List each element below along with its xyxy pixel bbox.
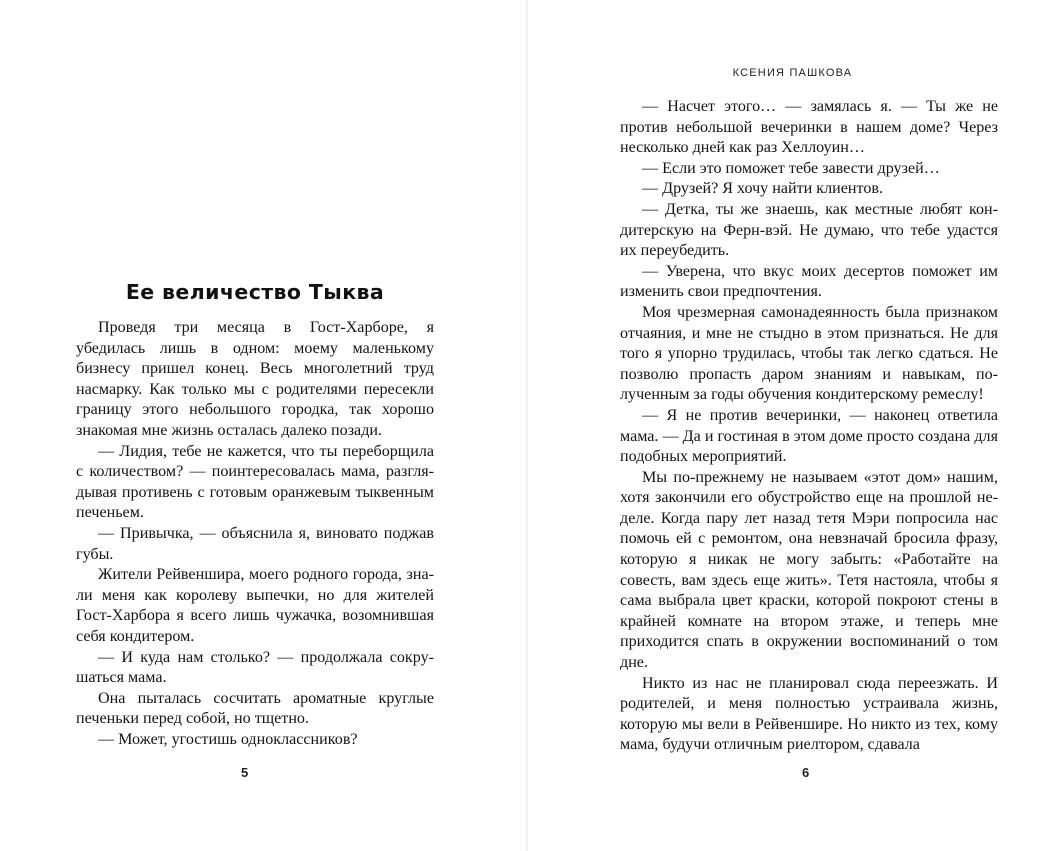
paragraph: — Детка, ты же знаешь, как местные любят кондитерскую на Ферн-вэй. Не думаю, что тебе удастся их переубедить. xyxy=(620,200,998,260)
paragraph: Она пыталась сосчитать ароматные круглые печеньки перед собой, но тщетно. xyxy=(76,689,434,728)
left-page xyxy=(0,0,526,851)
paragraph: Никто из нас не планировал сюда переезжать. И родителей, и меня полностью устраивала жизнь, которую мы вели в Рейвеншире. Но никто из тех, кому мама, будучи отличным риелтором, сдавала xyxy=(620,674,998,754)
paragraph: — Насчет этого… — замялась я. — Ты же не против небольшой вечеринки в нашем доме? Через несколько дней как раз Хеллоуин… xyxy=(620,98,998,157)
paragraph: — Уверена, что вкус моих десертов поможет им изменить свои предпочтения. xyxy=(620,262,998,301)
paragraph: Моя чрезмерная самонадеянность была признаком отчаяния, и мне не стыдно в этом признаться. Не для того я упорно трудилась, чтобы так легко сдаться. Не позволю пропасть даром знаниям и навыкам, полученным за годы обучения кондитерскому ремеслу! xyxy=(620,303,998,404)
right-page-body xyxy=(620,97,998,756)
paragraph: — Лидия, тебе не кажется, что ты переборщила с количеством? — поинтересовалась мама, разглядывая противень с готовым оранжевым тыквенным печеньем. xyxy=(76,442,434,522)
running-head: КСЕНИЯ ПАШКОВА xyxy=(732,67,853,79)
paragraph: — Друзей? Я хочу найти клиентов. xyxy=(642,180,883,198)
paragraph: Жители Рейвеншира, моего родного города, знали меня как королеву выпечки, но для жителей Гост-Харбора я всего лишь чужачка, возомнившая себя кондитером. xyxy=(76,566,434,645)
paragraph: — Я не против вечеринки, — наконец ответила мама. — Да и гостиная в этом доме просто создана для подобных мероприятий. xyxy=(620,406,998,466)
paragraph: — Может, угостишь одноклассников? xyxy=(98,730,358,748)
page-number-left: 5 xyxy=(241,765,249,780)
left-page-body xyxy=(76,318,434,750)
paragraph: — Привычка, — объяснила я, виновато поджав губы. xyxy=(76,524,434,563)
right-page xyxy=(528,0,1057,851)
chapter-title: Ее величество Тыква xyxy=(125,280,385,304)
paragraph: — И куда нам столько? — продолжала сокрушаться мама. xyxy=(76,648,434,687)
paragraph: — Если это поможет тебе завести друзей… xyxy=(642,159,940,177)
paragraph: Мы по-прежнему не называем «этот дом» нашим, хотя закончили его обустройство еще на прошлой неделе. Когда пару лет назад тетя Мэри попросила нас помочь ей с ремонтом, она невзначай бросила фразу, которую я никак не могу забыть: «Работайте на совесть, вам здесь еще жить». Тетя настояла, чтобы я сама выбрала цвет краски, которой покроют стены в крайней комнате на втором этаже, и теперь мне приходится спать в окружении воспоминаний о том дне. xyxy=(620,468,998,672)
paragraph: Проведя три месяца в Гост-Харборе, я убедилась лишь в одном: моему маленькому бизнесу пришел конец. Весь многолетний труд насмарку. Как только мы с родителями пересекли границу этого небольшого городка, так хорошо знакомая мне жизнь осталась далеко позади. xyxy=(76,319,434,439)
page-number-right: 6 xyxy=(802,765,810,780)
